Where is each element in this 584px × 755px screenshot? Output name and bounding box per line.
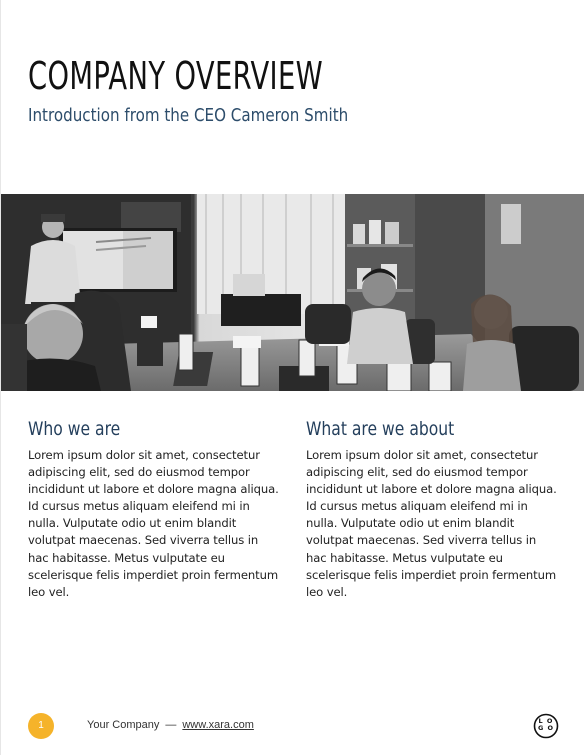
meeting-photo-illustration [1, 194, 584, 391]
footer-separator: — [165, 719, 177, 731]
logo-text-bottom: G O [537, 724, 555, 732]
footer-website-link[interactable]: www.xara.com [182, 719, 254, 731]
logo-text-top: L O [538, 717, 554, 725]
footer-company-line [87, 719, 254, 731]
section-heading: Who we are [28, 418, 121, 440]
page-number-badge: 1 [28, 713, 54, 739]
section-body: Lorem ipsum dolor sit amet, consectetur adipiscing elit, sed do eiusmod tempor incididunt ut labore et dolore magna aliqua. Id cursus metus aliquam eleifend mi in nulla. Vulputate odio ut enim blandit volutpat maecenas. Sed viverra tellus in hac habitasse. Metus vulputate eu scelerisque felis imperdiet proin fermentum leo vel. [306, 448, 557, 599]
footer-company-name: Your Company [87, 719, 160, 731]
logo-icon [533, 713, 559, 739]
page-title: COMPANY OVERVIEW [28, 54, 324, 98]
section-body: Lorem ipsum dolor sit amet, consectetur adipiscing elit, sed do eiusmod tempor incididunt ut labore et dolore magna aliqua. Id cursus metus aliquam eleifend mi in nulla. Vulputate odio ut enim blandit volutpat maecenas. Sed viverra tellus in hac habitasse. Metus vulputate eu scelerisque felis imperdiet proin fermentum leo vel. [28, 448, 279, 599]
page-subtitle: Introduction from the CEO Cameron Smith [28, 105, 349, 126]
section-what-are-we-about [306, 416, 558, 601]
section-heading: What are we about [306, 418, 455, 440]
section-who-we-are [28, 416, 280, 601]
logo-text [533, 718, 559, 732]
meeting-photo [1, 194, 584, 391]
